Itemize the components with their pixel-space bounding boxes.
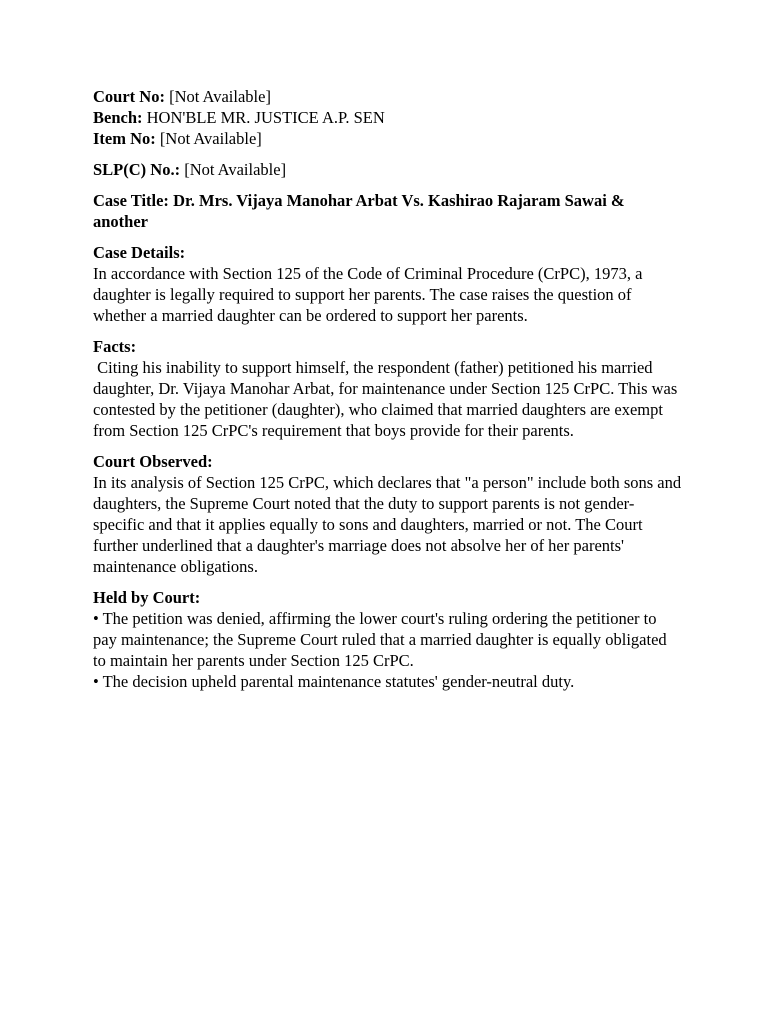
court-no-label: Court No: [93, 87, 165, 106]
court-observed-heading-text: Court Observed: [93, 452, 213, 471]
bench-value: HON'BLE MR. JUSTICE A.P. SEN [142, 108, 385, 127]
held-point: • The decision upheld parental maintenance statutes' gender-neutral duty. [93, 672, 575, 691]
case-title-value: Dr. Mrs. Vijaya Manohar Arbat Vs. Kashirao Rajaram Sawai & another [93, 191, 625, 231]
item-no-label: Item No: [93, 129, 156, 148]
court-no-line [93, 86, 683, 107]
case-title-label: Case Title: [93, 191, 169, 210]
held-by-court-heading [93, 587, 683, 608]
facts-heading [93, 336, 683, 357]
slp-value: [Not Available] [180, 160, 287, 179]
item-no-line [93, 128, 683, 149]
item-no-value: [Not Available] [155, 129, 262, 148]
case-details-text: In accordance with Section 125 of the Code of Criminal Procedure (CrPC), 1973, a daughter is legally required to support her parents. The case raises the question of whether a married daughter can be ordered to support her parents. [93, 264, 643, 325]
bench-label: Bench: [93, 108, 143, 127]
slp-line [93, 159, 683, 180]
facts-heading-text: Facts: [93, 337, 137, 356]
case-details-heading [93, 242, 683, 263]
document-page [93, 86, 683, 692]
held-point: • The petition was denied, affirming the lower court's ruling ordering the petitioner to pay maintenance; the Supreme Court ruled that a married daughter is equally obligated to maintain her parents under Section 125 CrPC. [93, 609, 667, 670]
case-title-line [93, 190, 683, 232]
bench-line [93, 107, 683, 128]
court-no-value: [Not Available] [164, 87, 271, 106]
slp-label: SLP(C) No.: [93, 160, 181, 179]
case-details-heading-text: Case Details: [93, 243, 186, 262]
court-observed-heading [93, 451, 683, 472]
facts-text: Citing his inability to support himself, the respondent (father) petitioned his married daughter, Dr. Vijaya Manohar Arbat, for maintenance under Section 125 CrPC. This was contested by the petitioner (daughter), who claimed that married daughters are exempt from Section 125 CrPC's requirement that boys provide for their parents. [93, 358, 682, 440]
court-observed-text: In its analysis of Section 125 CrPC, which declares that "a person" include both sons and daughters, the Supreme Court noted that the duty to support parents is not gender-specific and that it applies equally to sons and daughters, married or not. The Court further underlined that a daughter's marriage does not absolve her of her parents' maintenance obligations. [93, 473, 682, 576]
held-by-court-heading-text: Held by Court: [93, 588, 201, 607]
